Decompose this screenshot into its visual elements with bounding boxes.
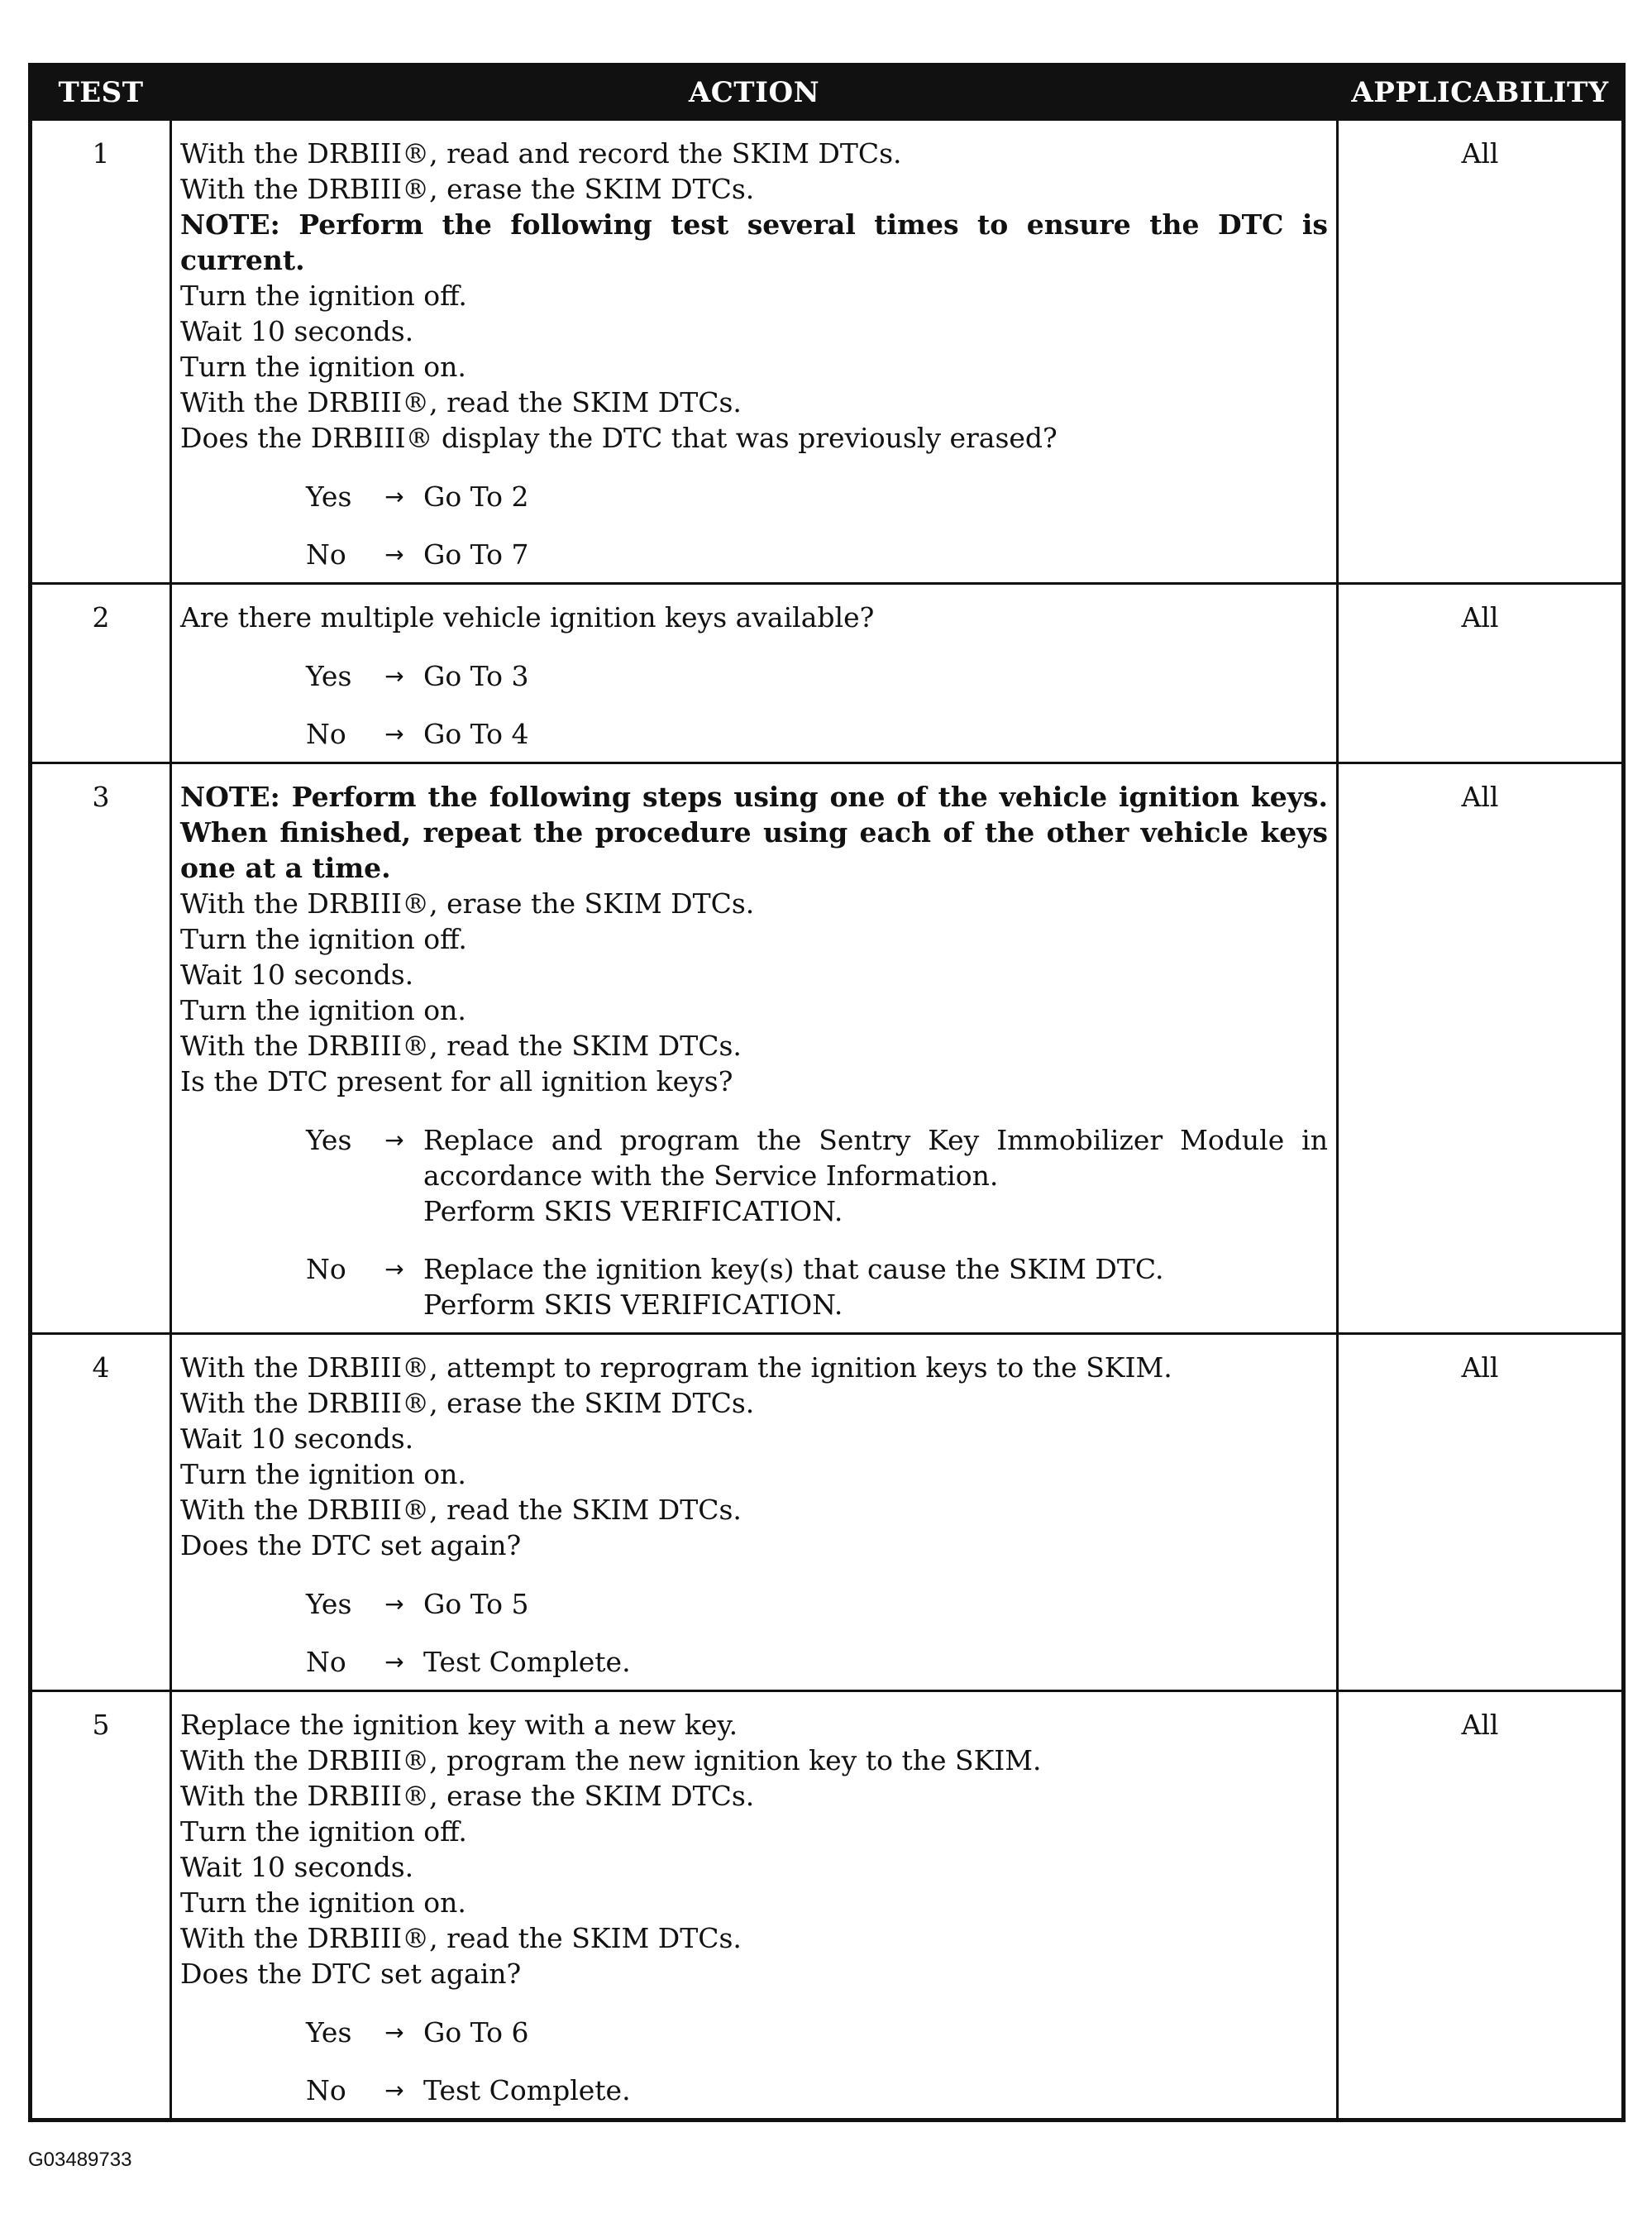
outcome-line: Perform SKIS VERIFICATION. bbox=[423, 1195, 843, 1227]
action-step: With the DRBIII®, read the SKIM DTCs. bbox=[180, 1922, 742, 1954]
table-body bbox=[31, 120, 1624, 2120]
outcome-no bbox=[180, 716, 1328, 752]
outcome-line: Replace and program the Sentry Key Immobilizer Module in accordance with the Service Information. bbox=[423, 1124, 1328, 1192]
action-step: With the DRBIII®, read the SKIM DTCs. bbox=[180, 1030, 742, 1062]
applicability-cell: All bbox=[1338, 584, 1624, 763]
outcome-no bbox=[180, 1644, 1328, 1680]
outcome-yes bbox=[180, 1122, 1328, 1229]
applicability-cell: All bbox=[1338, 1691, 1624, 2120]
note-text: NOTE: Perform the following test several times to ensure the DTC is current. bbox=[180, 208, 1328, 276]
outcome-text bbox=[423, 2015, 1328, 2050]
action-step: Replace the ignition key with a new key. bbox=[180, 1709, 738, 1741]
outcome-label: Yes bbox=[306, 1588, 352, 1620]
outcome-line: Go To 3 bbox=[423, 660, 529, 692]
right-arrow-icon: → bbox=[384, 541, 404, 568]
outcome-yes bbox=[180, 2015, 1328, 2050]
outcome-line: Go To 6 bbox=[423, 2016, 529, 2049]
action-step: Does the DTC set again? bbox=[180, 1958, 522, 1990]
action-step: Turn the ignition on. bbox=[180, 351, 466, 383]
outcome-line: Go To 2 bbox=[423, 481, 529, 513]
outcome-line: Go To 5 bbox=[423, 1588, 529, 1620]
outcome-yes bbox=[180, 1586, 1328, 1622]
right-arrow-icon: → bbox=[384, 1126, 404, 1154]
outcome-no bbox=[180, 2073, 1328, 2108]
table-row bbox=[31, 1334, 1624, 1691]
outcome-list bbox=[180, 1586, 1328, 1680]
action-step: With the DRBIII®, attempt to reprogram the ignition keys to the SKIM. bbox=[180, 1351, 1172, 1384]
applicability-cell: All bbox=[1338, 120, 1624, 584]
outcome-list bbox=[180, 479, 1328, 572]
outcome-text bbox=[423, 1122, 1328, 1229]
header-applicability: APPLICABILITY bbox=[1338, 65, 1624, 120]
action-step: Turn the ignition off. bbox=[180, 280, 467, 312]
outcome-text bbox=[423, 658, 1328, 694]
action-step: With the DRBIII®, read the SKIM DTCs. bbox=[180, 386, 742, 418]
action-cell bbox=[171, 1334, 1338, 1691]
right-arrow-icon: → bbox=[384, 1590, 404, 1618]
action-step: Is the DTC present for all ignition keys? bbox=[180, 1065, 733, 1097]
right-arrow-icon: → bbox=[384, 1648, 404, 1676]
action-step: Turn the ignition on. bbox=[180, 994, 466, 1026]
table-row bbox=[31, 1691, 1624, 2120]
action-step: Are there multiple vehicle ignition keys available? bbox=[180, 601, 875, 633]
action-cell bbox=[171, 763, 1338, 1334]
outcome-text bbox=[423, 1251, 1328, 1322]
outcome-label: Yes bbox=[306, 481, 352, 513]
outcome-label: Yes bbox=[306, 2016, 352, 2049]
header-test: TEST bbox=[31, 65, 171, 120]
table-header-row bbox=[31, 65, 1624, 120]
table-row bbox=[31, 763, 1624, 1334]
action-cell bbox=[171, 1691, 1338, 2120]
right-arrow-icon: → bbox=[384, 1255, 404, 1283]
outcome-line: Perform SKIS VERIFICATION. bbox=[423, 1289, 843, 1321]
action-step: Does the DRBIII® display the DTC that was previously erased? bbox=[180, 422, 1058, 454]
table-row bbox=[31, 120, 1624, 584]
action-step: With the DRBIII®, program the new ignition key to the SKIM. bbox=[180, 1744, 1042, 1776]
outcome-text bbox=[423, 479, 1328, 514]
test-number: 3 bbox=[31, 763, 171, 1334]
applicability-cell: All bbox=[1338, 1334, 1624, 1691]
outcome-line: Test Complete. bbox=[423, 1646, 631, 1678]
applicability-cell: All bbox=[1338, 763, 1624, 1334]
diagnostic-test-table bbox=[28, 63, 1626, 2122]
right-arrow-icon: → bbox=[384, 2077, 404, 2104]
right-arrow-icon: → bbox=[384, 483, 404, 510]
outcome-no bbox=[180, 1251, 1328, 1322]
action-step: With the DRBIII®, erase the SKIM DTCs. bbox=[180, 173, 755, 205]
outcome-text bbox=[423, 2073, 1328, 2108]
outcome-text bbox=[423, 1586, 1328, 1622]
header-action: ACTION bbox=[171, 65, 1338, 120]
action-step: Turn the ignition off. bbox=[180, 923, 467, 955]
right-arrow-icon: → bbox=[384, 662, 404, 690]
right-arrow-icon: → bbox=[384, 2019, 404, 2046]
outcome-line: Replace the ignition key(s) that cause the SKIM DTC. bbox=[423, 1253, 1164, 1285]
outcome-line: Test Complete. bbox=[423, 2074, 631, 2106]
outcome-list bbox=[180, 1122, 1328, 1322]
test-number: 2 bbox=[31, 584, 171, 763]
outcome-text bbox=[423, 716, 1328, 752]
test-number: 1 bbox=[31, 120, 171, 584]
action-step: Turn the ignition on. bbox=[180, 1886, 466, 1919]
outcome-no bbox=[180, 537, 1328, 572]
action-step: With the DRBIII®, read and record the SKIM DTCs. bbox=[180, 137, 902, 170]
document-id: G03489733 bbox=[28, 2149, 132, 2171]
right-arrow-icon: → bbox=[384, 720, 404, 748]
action-step: Wait 10 seconds. bbox=[180, 1422, 414, 1455]
outcome-label: No bbox=[306, 2074, 346, 2106]
action-step: Wait 10 seconds. bbox=[180, 1851, 414, 1883]
action-cell bbox=[171, 120, 1338, 584]
test-number: 5 bbox=[31, 1691, 171, 2120]
table-row bbox=[31, 584, 1624, 763]
outcome-line: Go To 4 bbox=[423, 718, 529, 750]
outcome-text bbox=[423, 537, 1328, 572]
action-step: With the DRBIII®, erase the SKIM DTCs. bbox=[180, 1387, 755, 1419]
outcome-yes bbox=[180, 658, 1328, 694]
action-cell bbox=[171, 584, 1338, 763]
outcome-label: No bbox=[306, 718, 346, 750]
outcome-list bbox=[180, 658, 1328, 752]
action-step: Turn the ignition off. bbox=[180, 1815, 467, 1848]
outcome-text bbox=[423, 1644, 1328, 1680]
action-step: Does the DTC set again? bbox=[180, 1529, 522, 1561]
outcome-line: Go To 7 bbox=[423, 538, 529, 571]
action-step: Turn the ignition on. bbox=[180, 1458, 466, 1490]
action-step: With the DRBIII®, erase the SKIM DTCs. bbox=[180, 1780, 755, 1812]
test-number: 4 bbox=[31, 1334, 171, 1691]
action-step: Wait 10 seconds. bbox=[180, 315, 414, 347]
outcome-label: No bbox=[306, 1646, 346, 1678]
outcome-list bbox=[180, 2015, 1328, 2108]
outcome-label: Yes bbox=[306, 660, 352, 692]
action-step: With the DRBIII®, read the SKIM DTCs. bbox=[180, 1494, 742, 1526]
outcome-label: Yes bbox=[306, 1124, 352, 1156]
outcome-label: No bbox=[306, 538, 346, 571]
outcome-yes bbox=[180, 479, 1328, 514]
note-text: NOTE: Perform the following steps using one of the vehicle ignition keys. When finished, repeat the procedure using each of the other vehicle keys one at a time. bbox=[180, 781, 1328, 884]
outcome-label: No bbox=[306, 1253, 346, 1285]
action-step: Wait 10 seconds. bbox=[180, 959, 414, 991]
action-step: With the DRBIII®, erase the SKIM DTCs. bbox=[180, 887, 755, 920]
